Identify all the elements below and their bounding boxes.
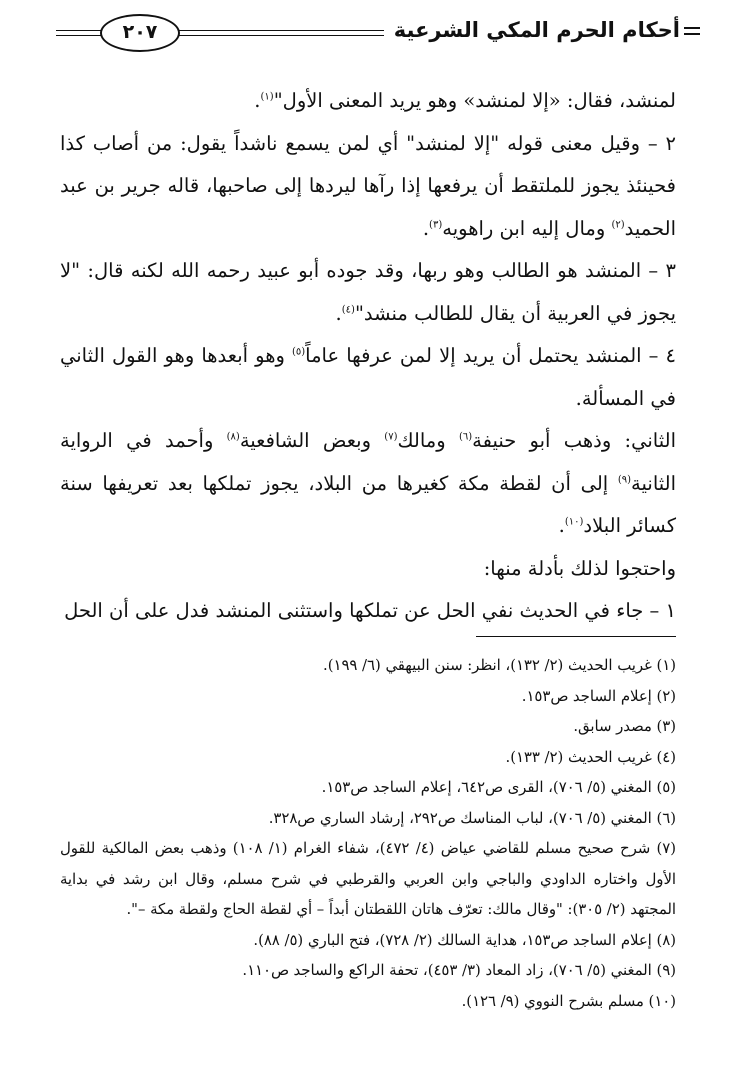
footnote-ref: (٩) xyxy=(617,474,632,485)
footnote-ref: (٨) xyxy=(226,431,240,443)
footnote: (٣) مصدر سابق. xyxy=(573,718,676,735)
footnote-ref: (٢) xyxy=(611,219,625,230)
paragraph-6: واحتجوا لذلك بأدلة منها: xyxy=(483,556,676,580)
footnote: (١) غريب الحديث (٢/ ١٣٢)، انظر: سنن البيهقي (٦/ ١٩٩). xyxy=(323,657,676,674)
footnote-separator xyxy=(476,636,676,637)
page-header xyxy=(56,12,680,48)
footnotes xyxy=(60,651,676,1017)
footnote-ref: (٧) xyxy=(384,431,398,443)
footnote: (٧) شرح صحيح مسلم للقاضي عياض (٤/ ٤٧٢)، شفاء الغرام (١/ ١٠٨) وذهب بعض المالكية للقول الأول واختاره الداودي والباجي وابن العربي والقرطبي في شرح مسلم، وقال ابن رشد في بداية المجتهد (٢/ ٣٠٥): "وقال مالك: تعرّف هاتان اللقطتان أبداً – أي لقطة الحاج ولقطة مكة –". xyxy=(60,840,676,918)
paragraph-7: ١ – جاء في الحديث نفي الحل عن تملكها واستثنى المنشد فدل على أن الحل xyxy=(64,599,676,622)
paragraph-4: ٤ – المنشد يحتمل أن يريد إلا لمن عرفها عاماً$^{(٥)}$ وهو أبعدها وهو القول الثاني في المسألة. xyxy=(60,344,676,410)
footnote-ref: (٤) xyxy=(341,304,355,315)
footnote: (٥) المغني (٥/ ٧٠٦)، القرى ص٦٤٢، إعلام الساجد ص١٥٣. xyxy=(321,779,676,796)
footnote: (٦) المغني (٥/ ٧٠٦)، لباب المناسك ص٢٩٢، إرشاد الساري ص٣٢٨. xyxy=(268,809,676,827)
footnote-ref: (١٠) xyxy=(564,516,584,528)
footnote-ref: (٥) xyxy=(291,346,306,358)
footnote: (٩) المغني (٥/ ٧٠٦)، زاد المعاد (٣/ ٤٥٣)، تحفة الراكع والساجد ص١١٠. xyxy=(242,962,676,979)
footnote-ref: (٦) xyxy=(458,431,473,443)
header-ornament xyxy=(684,27,700,35)
paragraph-3: ٣ – المنشد هو الطالب وهو ربها، وقد جوده أبو عبيد رحمه الله لكنه قال: "لا يجوز في العربية أن يقال للطالب منشد"$^{(٤)}$. xyxy=(60,259,676,325)
footnote: (١٠) مسلم بشرح النووي (٩/ ١٢٦). xyxy=(461,992,676,1010)
paragraph-5: الثاني: وذهب أبو حنيفة$^{(٦)}$ ومالك$^{(٧)}$ وبعض الشافعية$^{(٨)}$ وأحمد في الرواية الثانية$^{(٩)}$ إلى أن لقطة مكة كغيرها من البلاد، يجوز تملكها بعد تعريفها سنة كسائر البلاد$^{(١٠)}$. xyxy=(60,429,676,537)
footnote: (٤) غريب الحديث (٢/ ١٣٣). xyxy=(505,748,676,766)
paragraph-2: ٢ – وقيل معنى قوله "إلا لمنشد" أي لمن يسمع ناشداً يقول: من أصاب كذا فحينئذ يجوز للملتقط أن يرفعها إذا رآها ليردها إلى صاحبها، قاله جرير بن عبد الحميد$^{(٢)}$ ومال إليه ابن راهويه$^{(٣)}$. xyxy=(60,131,676,240)
paragraph-1: لمنشد، فقال: «إلا لمنشد» وهو يريد المعنى الأول"$^{(١)}$. xyxy=(254,89,676,112)
page-number: ٢٠٧ xyxy=(100,14,180,52)
footnote: (٢) إعلام الساجد ص١٥٣. xyxy=(521,687,676,705)
main-text xyxy=(60,80,676,633)
running-title: أحكام الحرم المكي الشرعية xyxy=(384,12,680,48)
footnote-ref: (٣) xyxy=(429,219,443,230)
footnote: (٨) إعلام الساجد ص١٥٣، هداية السالك (٢/ ٧٢٨)، فتح الباري (٥/ ٨٨). xyxy=(253,931,676,949)
footnote-ref: (١) xyxy=(260,91,274,103)
